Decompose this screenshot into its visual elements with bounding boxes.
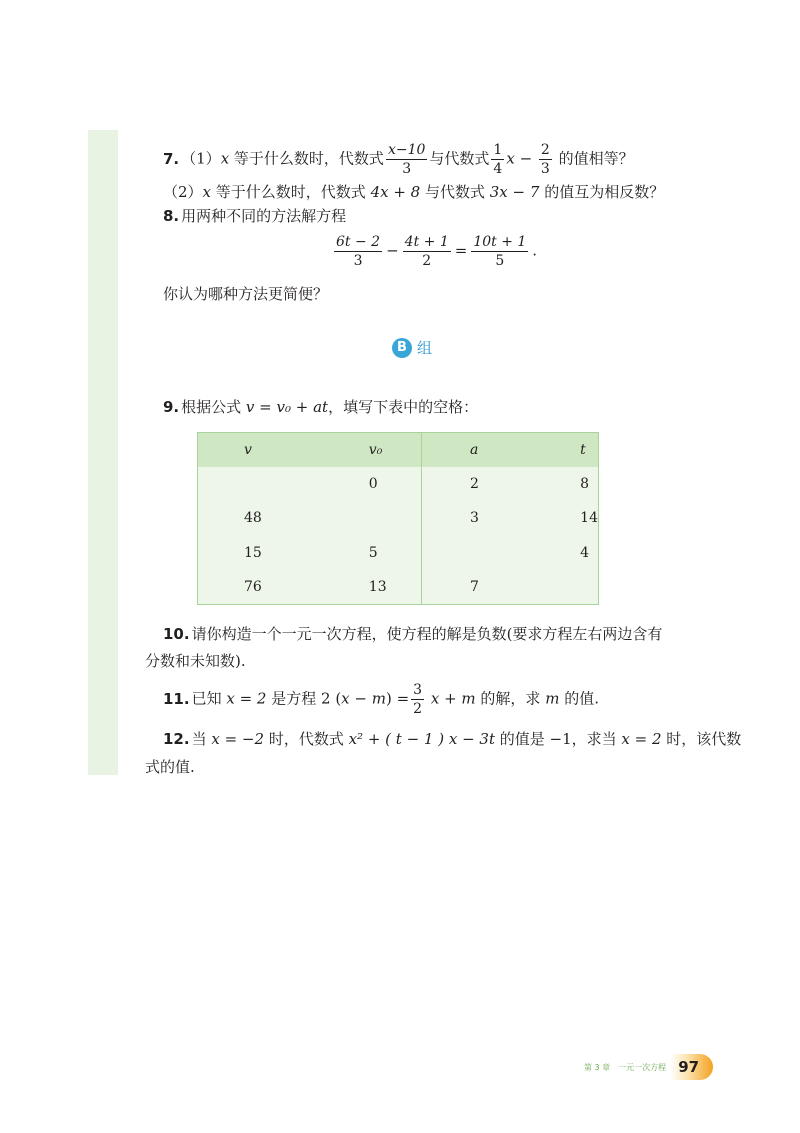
table-cell: 7 bbox=[422, 570, 529, 605]
question-12: 12. 当 x = −2 时，代数式 x² + ( t − 1 ) x − 3t 的值是 −1，求当 x = 2 时，该代数 bbox=[163, 730, 742, 748]
page-number: 97 bbox=[670, 1054, 713, 1080]
page-footer bbox=[584, 1054, 713, 1084]
expression: x² + ( t − 1 ) x − 3t bbox=[348, 730, 495, 748]
table-row bbox=[198, 467, 599, 501]
question-number: 10. bbox=[163, 625, 190, 643]
table-cell: 3 bbox=[422, 501, 529, 535]
table-cell[interactable] bbox=[198, 467, 323, 501]
equation: $\frac{6t - 2}{3}$ − $\frac{4t + 1}{2}$ = $\frac{10t + 1}{5}$ . bbox=[336, 234, 538, 269]
table-cell: 76 bbox=[198, 570, 323, 605]
question-number: 7. bbox=[163, 149, 180, 168]
question-9: 9. 根据公式 v = v₀ + at，填写下表中的空格： bbox=[163, 398, 479, 416]
table-cell: 48 bbox=[198, 501, 323, 535]
column-header: v₀ bbox=[323, 433, 422, 468]
table-cell[interactable] bbox=[528, 570, 598, 605]
group-b-heading: B 组 bbox=[392, 337, 432, 359]
question-10-line-2: 分数和未知数). bbox=[145, 652, 246, 670]
column-header: a bbox=[422, 433, 529, 468]
table-cell: 0 bbox=[323, 467, 422, 501]
margin-band bbox=[88, 130, 118, 775]
table-cell: 15 bbox=[198, 535, 323, 569]
question-number: 9. bbox=[163, 398, 180, 416]
fraction: $\frac{1}{4}$ bbox=[493, 142, 503, 177]
fraction: $\frac{2}{3}$ bbox=[540, 142, 550, 177]
column-header: t bbox=[528, 433, 598, 468]
fill-in-table bbox=[197, 432, 599, 605]
column-header: v bbox=[198, 433, 323, 468]
question-11: 11. 已知 x = 2 是方程 2 (x − m) = $\frac{3}{2}$ x + m 的解，求 m 的值. bbox=[163, 682, 599, 717]
expression: 3x − 7 bbox=[489, 183, 540, 201]
formula: v = v₀ + at bbox=[245, 398, 329, 416]
chapter-label: 第 3 章 一元一次方程 bbox=[584, 1062, 667, 1072]
question-number: 12. bbox=[163, 730, 190, 748]
group-b-badge-icon: B bbox=[392, 338, 412, 358]
table-row bbox=[198, 501, 599, 535]
question-8: 8. 用两种不同的方法解方程 bbox=[163, 207, 347, 225]
question-number: 8. bbox=[163, 207, 180, 225]
table-cell[interactable] bbox=[422, 535, 529, 569]
table-cell: 14 bbox=[528, 501, 598, 535]
question-number: 11. bbox=[163, 689, 190, 708]
table-row bbox=[198, 570, 599, 605]
table-cell[interactable] bbox=[323, 501, 422, 535]
question-8-prompt: 你认为哪种方法更简便？ bbox=[163, 285, 329, 303]
table-header-row bbox=[198, 433, 599, 468]
question-7-part-2: （2）x 等于什么数时，代数式 4x + 8 与代数式 3x − 7 的值互为相反数？ bbox=[163, 183, 665, 201]
table-row bbox=[198, 535, 599, 569]
table-cell: 8 bbox=[528, 467, 598, 501]
question-10: 10. 请你构造一个一元一次方程，使方程的解是负数(要求方程左右两边含有 bbox=[163, 625, 663, 643]
fraction: $\frac{x-10}{3}$ bbox=[387, 142, 426, 177]
table-cell: 5 bbox=[323, 535, 422, 569]
question-7-part-1: 7. （1）x 等于什么数时，代数式 $\frac{x-10}{3}$ 与代数式 $\frac{1}{4}$ x − $\frac{2}{3}$ 的值相等？ bbox=[163, 142, 634, 177]
table-cell: 2 bbox=[422, 467, 529, 501]
table-cell: 4 bbox=[528, 535, 598, 569]
expression: 4x + 8 bbox=[370, 183, 421, 201]
table-cell: 13 bbox=[323, 570, 422, 605]
question-12-line-2: 式的值. bbox=[145, 758, 195, 776]
